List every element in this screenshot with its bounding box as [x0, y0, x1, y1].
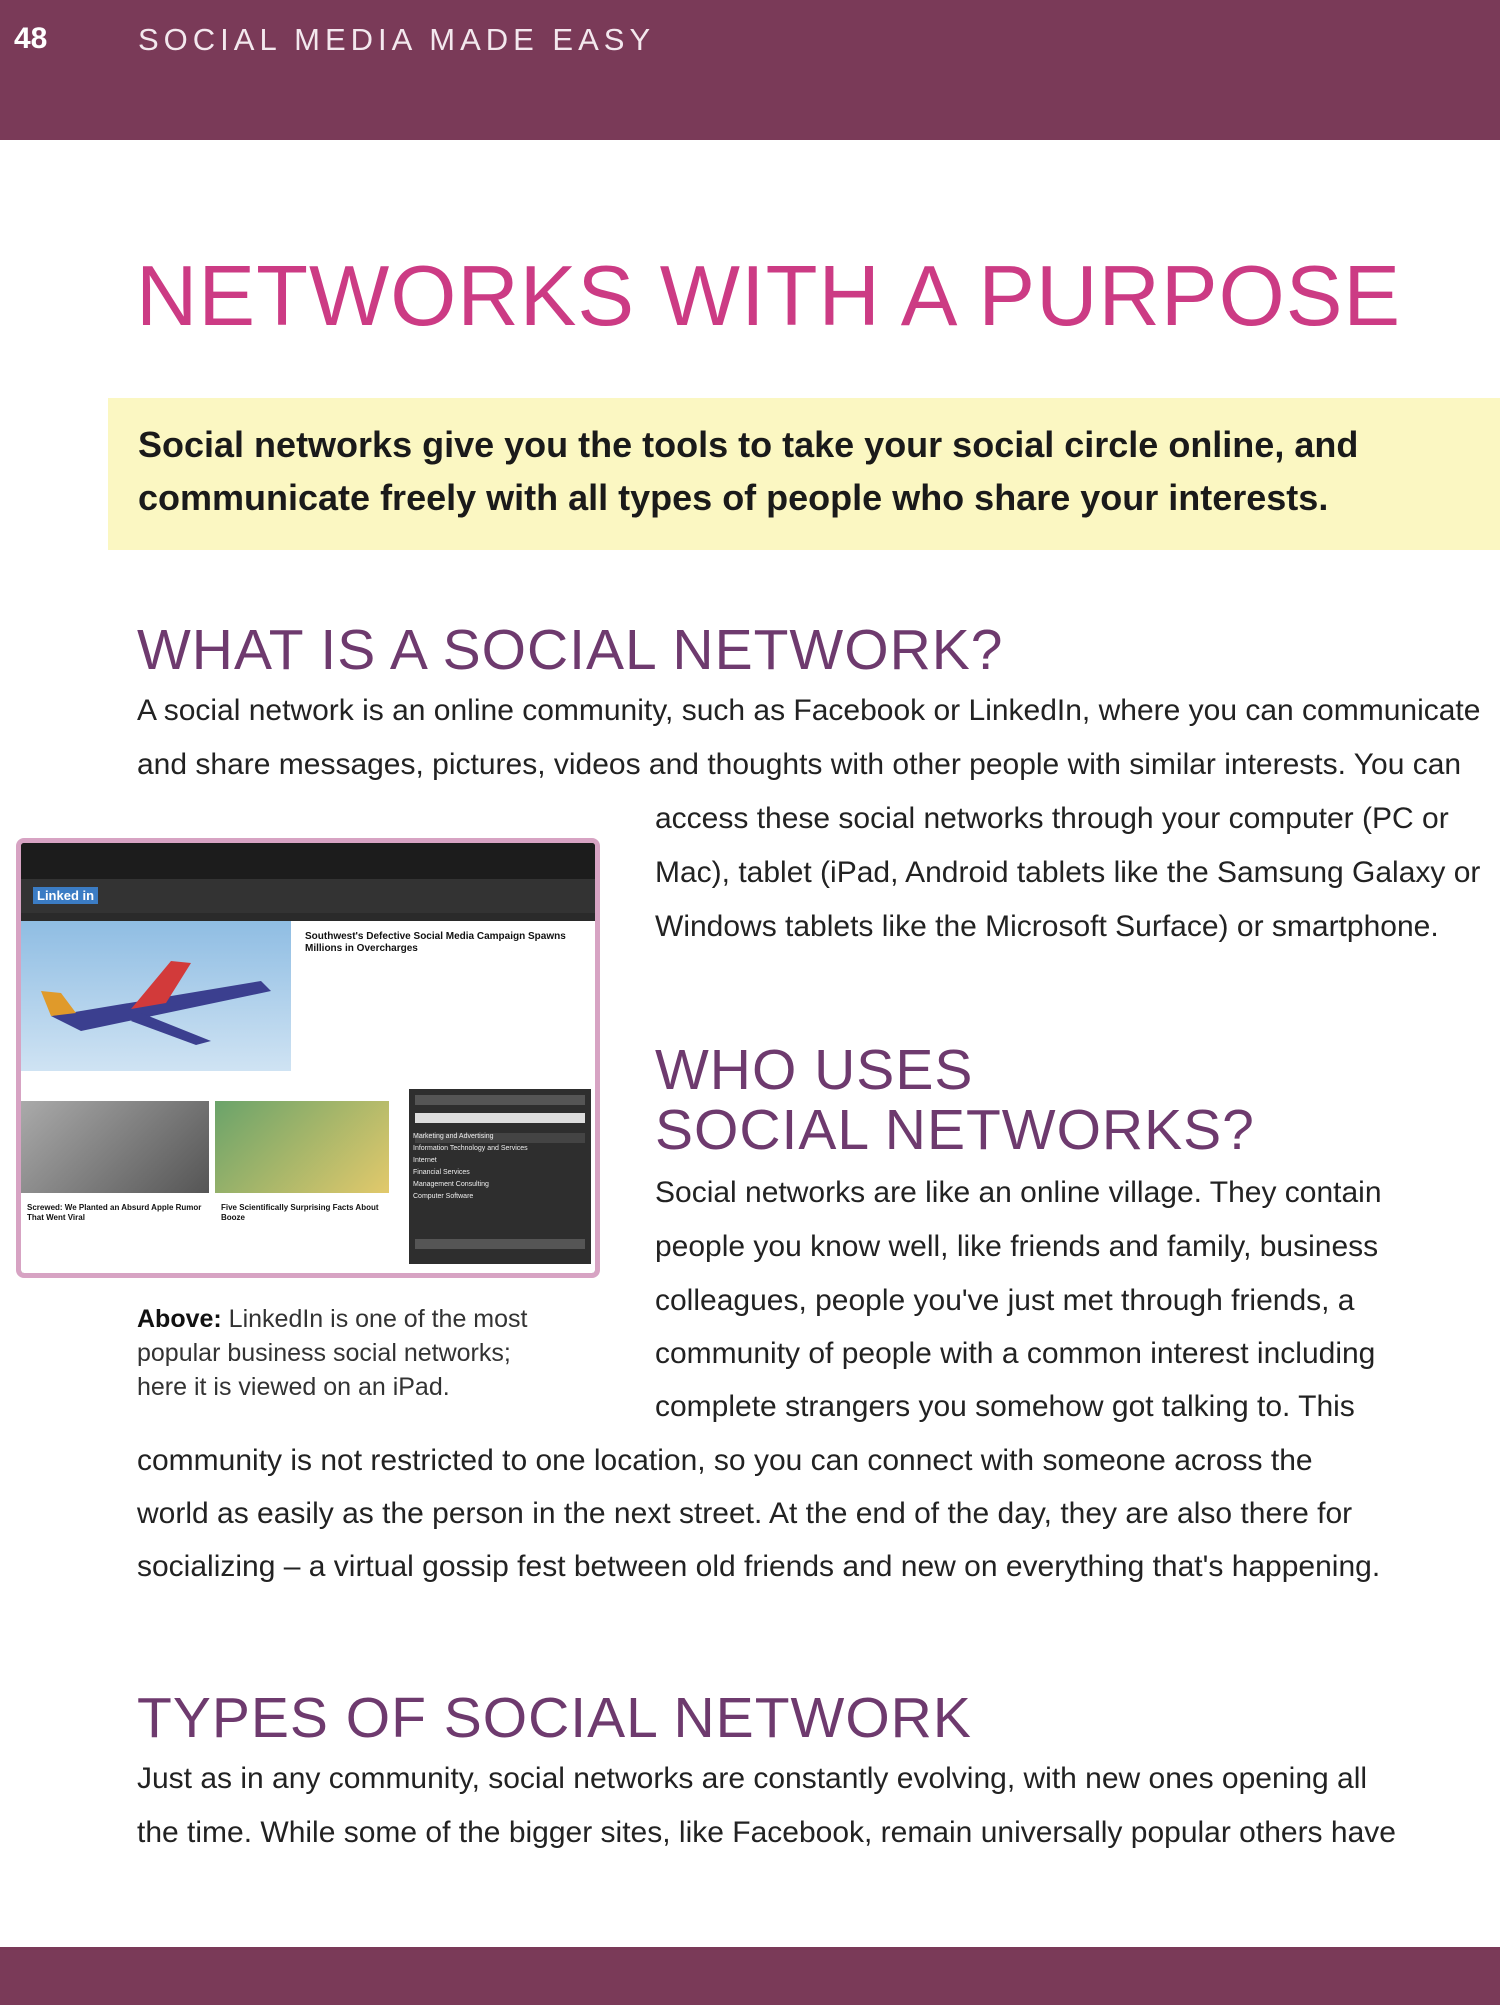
- running-title: SOCIAL MEDIA MADE EASY: [138, 22, 656, 57]
- list-item: Internet: [413, 1157, 437, 1164]
- page-number: 48: [14, 22, 48, 55]
- industry-list: [413, 1131, 585, 1203]
- airplane-icon: [21, 921, 291, 1071]
- body-line: A social network is an online community, such as Facebook or LinkedIn, where you can communicate: [137, 694, 1481, 727]
- section-heading-who-line2: SOCIAL NETWORKS?: [655, 1098, 1255, 1162]
- body-line: world as easily as the person in the next street. At the end of the day, they are also there for: [137, 1497, 1353, 1530]
- section-heading-what: WHAT IS A SOCIAL NETWORK?: [137, 618, 1004, 682]
- story-photo: [21, 1101, 209, 1193]
- body-line: Mac), tablet (iPad, Android tablets like the Samsung Galaxy or: [655, 856, 1481, 889]
- caption-text: LinkedIn is one of the most popular business social networks; here it is viewed on an iPad.: [137, 1305, 528, 1401]
- ipad-toolbar: [21, 843, 595, 879]
- body-line: complete strangers you somehow got talking to. This: [655, 1390, 1355, 1423]
- footer-bar: [0, 1947, 1500, 2005]
- page-title: NETWORKS WITH A PURPOSE: [136, 249, 1402, 344]
- airplane-photo: [21, 921, 291, 1071]
- section-heading-who-line1: WHO USES: [655, 1038, 974, 1102]
- body-line: Just as in any community, social networks are constantly evolving, with new ones opening all: [137, 1762, 1368, 1795]
- list-item: Information Technology and Services: [413, 1145, 528, 1152]
- list-item: Marketing and Advertising: [413, 1133, 494, 1140]
- story-photo: [215, 1101, 389, 1193]
- linkedin-logo: Linked in: [33, 887, 98, 904]
- section-heading-types: TYPES OF SOCIAL NETWORK: [137, 1686, 972, 1750]
- body-line: and share messages, pictures, videos and thoughts with other people with similar interests. You can: [137, 748, 1462, 781]
- feed-headline: Southwest's Defective Social Media Campaign Spawns Millions in Overcharges: [305, 931, 566, 954]
- intro-text: Social networks give you the tools to take your social circle online, and communicate freely with all types of people who share your interests.: [138, 424, 1359, 518]
- body-line: Windows tablets like the Microsoft Surface) or smartphone.: [655, 910, 1439, 943]
- list-item: Financial Services: [413, 1169, 470, 1176]
- story-title: Screwed: We Planted an Absurd Apple Rumor That Went Viral: [27, 1203, 202, 1222]
- list-item: Management Consulting: [413, 1181, 489, 1188]
- body-line: socializing – a virtual gossip fest between old friends and new on everything that's happening.: [137, 1550, 1381, 1583]
- linkedin-navbar: [21, 879, 595, 913]
- story-title: Five Scientifically Surprising Facts About Booze: [221, 1203, 379, 1222]
- intro-callout: [108, 398, 1500, 550]
- body-line: the time. While some of the bigger sites, like Facebook, remain universally popular others have: [137, 1816, 1396, 1849]
- body-line: colleagues, people you've just met through friends, a: [655, 1284, 1355, 1317]
- header-bar: [0, 0, 1500, 140]
- body-line: Social networks are like an online village. They contain: [655, 1176, 1382, 1209]
- figure-caption: [137, 1302, 557, 1404]
- caption-label: Above:: [137, 1305, 222, 1333]
- body-line: community is not restricted to one location, so you can connect with someone across the: [137, 1444, 1313, 1477]
- linkedin-screenshot: [16, 838, 600, 1278]
- list-item: Computer Software: [413, 1193, 474, 1200]
- linkedin-feed: [21, 921, 595, 1276]
- body-line: people you know well, like friends and family, business: [655, 1230, 1379, 1263]
- body-line: access these social networks through your computer (PC or: [655, 802, 1449, 835]
- body-line: community of people with a common interest including: [655, 1337, 1376, 1370]
